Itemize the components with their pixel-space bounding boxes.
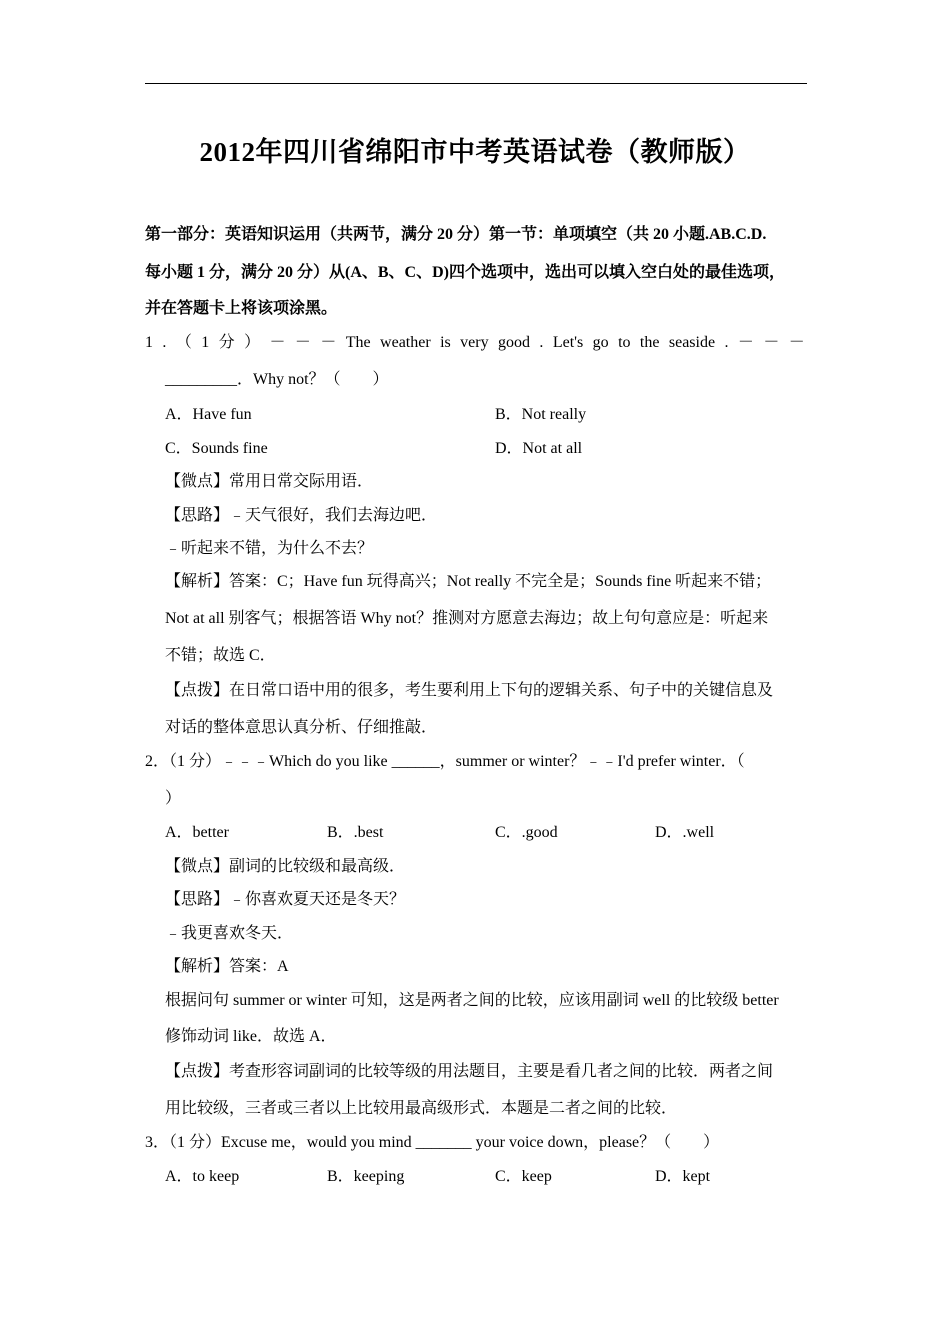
q1-stem-token: 1 <box>201 334 210 351</box>
q1-jiexi-1: 【解析】答案：C；Have fun 玩得高兴；Not really 不完全是；Sounds fine 听起来不错； <box>165 573 772 590</box>
question-1-stem <box>145 332 805 354</box>
q1-stem-token: （ <box>175 334 192 351</box>
q1-option-d: D．Not at all <box>495 440 583 457</box>
q2-dianbo-2: 用比较级，三者或三者以上比较用最高级形式．本题是二者之间的比较． <box>165 1100 678 1117</box>
q1-stem-token: very <box>460 334 489 351</box>
q1-stem-token: the <box>639 334 660 351</box>
q2-jiexi-1: 【解析】答案：A <box>165 958 289 975</box>
q2-option-a: A．better <box>165 824 229 841</box>
q1-jiexi-2: Not at all 别客气；根据答语 Why not？推测对方愿意去海边；故上句句意应是：听起来 <box>165 610 769 627</box>
q1-stem-token: go <box>592 334 609 351</box>
q1-silu: 【思路】﹣天气很好，我们去海边吧． <box>165 507 438 524</box>
intro-line-2: 每小题 1 分，满分 20 分）从(A、B、C、D)四个选项中，选出可以填入空白处的最佳选项， <box>145 264 785 281</box>
q1-stem-token: . <box>724 334 729 351</box>
q3-option-d: D．kept <box>655 1168 711 1185</box>
q2-option-c: C．.good <box>495 824 558 841</box>
q3-option-c: C．keep <box>495 1168 552 1185</box>
q1-stem-token: . <box>539 334 544 351</box>
q1-stem-token: － <box>763 334 780 351</box>
question-1-stem-cont: _________．Why not？（ ） <box>165 371 389 388</box>
q1-stem-token: is <box>440 334 451 351</box>
intro-line-1: 第一部分：英语知识运用（共两节，满分 20 分）第一节：单项填空（共 20 小题.AB.C.D. <box>145 226 767 243</box>
q1-dianbo-2: 对话的整体意思认真分析、仔细推敲． <box>165 719 438 736</box>
q2-option-b: B．.best <box>327 824 384 841</box>
q1-jiexi-3: 不错；故选 C． <box>165 647 276 664</box>
q1-option-c: C．Sounds fine <box>165 440 268 457</box>
q1-stem-token: seaside <box>668 334 716 351</box>
q1-stem-token: to <box>618 334 631 351</box>
intro-line-3: 并在答题卡上将该项涂黑。 <box>145 300 338 317</box>
question-3-stem: 3．（1 分）Excuse me，would you mind _______ your voice down，please？（ ） <box>145 1134 720 1151</box>
q1-stem-token: － <box>737 334 754 351</box>
q1-option-a: A．Have fun <box>165 406 252 423</box>
q2-jiexi-3: 修饰动词 like．故选 A． <box>165 1028 337 1045</box>
q2-option-d: D．.well <box>655 824 715 841</box>
q1-stem-token: 1 <box>145 334 153 351</box>
q3-option-a: A．to keep <box>165 1168 240 1185</box>
q1-weidian: 【微点】常用日常交际用语． <box>165 473 374 490</box>
q1-option-b: B．Not really <box>495 406 587 423</box>
q1-stem-token: . <box>162 334 167 351</box>
q1-stem-token: － <box>320 334 337 351</box>
q1-stem-token: weather <box>380 334 431 351</box>
q1-dianbo-1: 【点拨】在日常口语中用的很多，考生要利用上下句的逻辑关系、句子中的关键信息及 <box>165 682 774 699</box>
q1-stem-token: － <box>269 334 286 351</box>
q2-silu-cont: ﹣我更喜欢冬天． <box>165 925 294 942</box>
q1-stem-token: 分 <box>218 334 235 351</box>
q2-dianbo-1: 【点拨】考查形容词副词的比较等级的用法题目，主要是看几者之间的比较．两者之间 <box>165 1063 774 1080</box>
q1-stem-token: Let's <box>552 334 584 351</box>
q1-stem-token: good <box>498 334 530 351</box>
q2-silu: 【思路】﹣你喜欢夏天还是冬天？ <box>165 891 406 908</box>
q2-jiexi-2: 根据问句 summer or winter 可知，这是两者之间的比较，应该用副词 well 的比较级 better <box>165 992 779 1009</box>
question-2-stem-cont: ） <box>165 790 182 807</box>
header-rule <box>145 83 807 84</box>
q2-weidian: 【微点】副词的比较级和最高级． <box>165 858 406 875</box>
question-2-stem: 2．（1 分）﹣﹣﹣Which do you like ______，summer or winter？﹣﹣I'd prefer winter．（ <box>145 753 745 770</box>
q1-stem-token: ） <box>244 334 261 351</box>
q3-option-b: B．keeping <box>327 1168 405 1185</box>
q1-stem-token: The <box>345 334 371 351</box>
q1-stem-token: － <box>294 334 311 351</box>
q1-silu-cont: ﹣听起来不错，为什么不去？ <box>165 540 374 557</box>
page-title: 2012年四川省绵阳市中考英语试卷（教师版） <box>199 137 751 167</box>
q1-stem-token: － <box>788 334 805 351</box>
